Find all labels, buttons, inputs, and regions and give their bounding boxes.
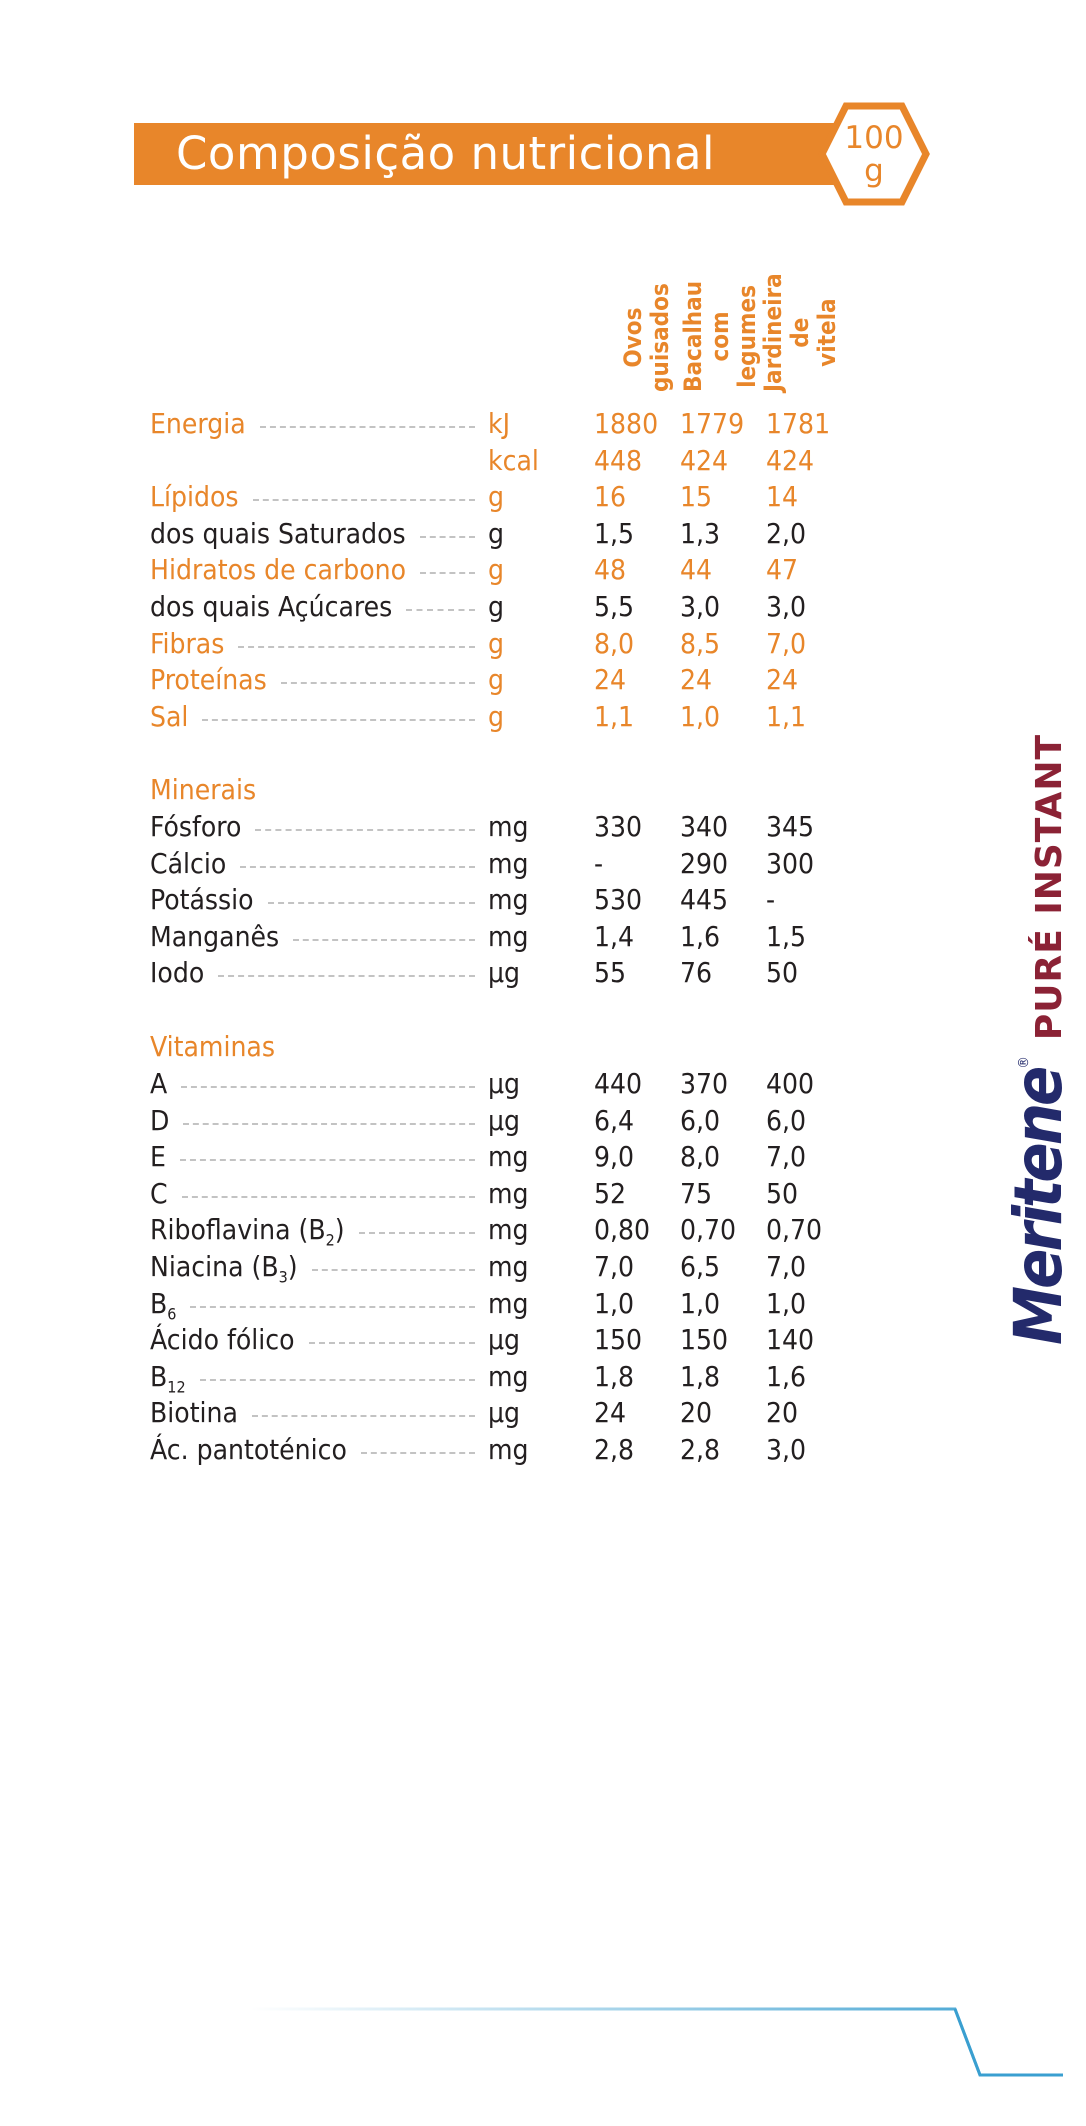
nutrient-label — [150, 1286, 176, 1322]
unit: µg — [488, 1067, 521, 1100]
table-row — [0, 662, 1063, 698]
value-cell: 424 — [680, 444, 729, 477]
leader-dashes — [309, 1342, 475, 1344]
value-cell: 6,0 — [766, 1104, 807, 1137]
value-cell: 1779 — [680, 407, 745, 440]
value-cell: 1,4 — [594, 920, 635, 953]
value-cell: 1,6 — [680, 920, 721, 953]
value-cell: 8,0 — [594, 627, 635, 660]
table-row — [0, 1322, 1063, 1358]
nutrient-label — [150, 662, 267, 698]
nutrient-label-text: Hidratos de carbono — [150, 553, 407, 586]
subscript: 2 — [325, 1230, 335, 1250]
value-cell: 150 — [680, 1323, 729, 1356]
nutrient-label — [150, 882, 254, 918]
table-row — [0, 919, 1063, 955]
table-row — [0, 1395, 1063, 1431]
table-row — [0, 699, 1063, 735]
leader-dashes — [202, 719, 475, 721]
value-cell: 300 — [766, 847, 815, 880]
unit: mg — [488, 1213, 529, 1246]
unit: mg — [488, 920, 529, 953]
value-cell: 20 — [766, 1396, 799, 1429]
value-cell: 448 — [594, 444, 643, 477]
table-row — [0, 1359, 1063, 1395]
leader-dashes — [281, 682, 475, 684]
nutrient-label — [150, 406, 246, 442]
footer-line-decoration — [0, 1985, 1063, 2126]
nutrient-label — [150, 1395, 238, 1431]
nutrient-label-text: dos quais Açúcares — [150, 590, 393, 623]
unit: mg — [488, 810, 529, 843]
table-row — [0, 552, 1063, 588]
nutrient-label-text: Ác. pantoténico — [150, 1433, 347, 1466]
value-cell: 1,1 — [594, 700, 635, 733]
unit: mg — [488, 883, 529, 916]
nutrient-label — [150, 589, 392, 625]
leader-dashes — [255, 829, 475, 831]
value-cell: 50 — [766, 956, 799, 989]
label-suffix: ) — [334, 1213, 345, 1246]
value-cell: 7,0 — [766, 1250, 807, 1283]
section-title — [0, 772, 1063, 808]
table-row — [0, 1176, 1063, 1212]
value-cell: 6,5 — [680, 1250, 721, 1283]
value-cell: - — [594, 847, 604, 880]
value-cell: 445 — [680, 883, 729, 916]
value-cell: 50 — [766, 1177, 799, 1210]
nutrient-label — [150, 1176, 168, 1212]
unit: g — [488, 553, 504, 586]
nutrient-label-text: Niacina (B — [150, 1250, 279, 1283]
leader-dashes — [312, 1269, 475, 1271]
table-row — [0, 809, 1063, 845]
value-cell: 76 — [680, 956, 713, 989]
table-row — [0, 1139, 1063, 1175]
leader-dashes — [218, 975, 475, 977]
nutrient-label-text: Energia — [150, 407, 246, 440]
nutrient-label — [150, 1103, 169, 1139]
nutrient-label-text: B — [150, 1287, 168, 1320]
leader-dashes — [238, 646, 475, 648]
table-row — [0, 443, 1063, 479]
nutrient-label-text: E — [150, 1140, 166, 1173]
value-cell: 530 — [594, 883, 643, 916]
value-cell: 44 — [680, 553, 713, 586]
leader-dashes — [181, 1086, 475, 1088]
nutrient-label-text: Fibras — [150, 627, 225, 660]
value-cell: 24 — [680, 663, 713, 696]
value-cell: 1,0 — [680, 1287, 721, 1320]
value-cell: 8,0 — [680, 1140, 721, 1173]
page-title: Composição nutricional — [176, 127, 716, 180]
nutrient-label-text: A — [150, 1067, 168, 1100]
value-cell: 24 — [594, 663, 627, 696]
table-row — [0, 1212, 1063, 1248]
value-cell: 400 — [766, 1067, 815, 1100]
value-cell: 1,1 — [766, 700, 807, 733]
leader-dashes — [361, 1452, 475, 1454]
value-cell: 48 — [594, 553, 627, 586]
nutrient-label-text: Cálcio — [150, 847, 227, 880]
leader-dashes — [406, 609, 475, 611]
nutrient-label — [150, 1066, 167, 1102]
table-row — [0, 589, 1063, 625]
nutrient-label-text: Manganês — [150, 920, 280, 953]
value-cell: 52 — [594, 1177, 627, 1210]
value-cell: 6,0 — [680, 1104, 721, 1137]
value-cell: 9,0 — [594, 1140, 635, 1173]
nutrient-label — [150, 699, 188, 735]
unit: g — [488, 663, 504, 696]
value-cell: 20 — [680, 1396, 713, 1429]
unit: mg — [488, 1250, 529, 1283]
subscript: 12 — [167, 1377, 186, 1397]
leader-dashes — [268, 902, 475, 904]
nutrient-label-text: Riboflavina (B — [150, 1213, 326, 1246]
nutrient-label — [150, 919, 279, 955]
value-cell: 0,80 — [594, 1213, 651, 1246]
table-row — [0, 406, 1063, 442]
unit: µg — [488, 1104, 521, 1137]
leader-dashes — [420, 572, 475, 574]
column-header: Jardineira de vitela — [759, 273, 841, 392]
table-row — [0, 882, 1063, 918]
nutrient-label-text: dos quais Saturados — [150, 517, 406, 550]
table-row — [0, 626, 1063, 662]
value-cell: 440 — [594, 1067, 643, 1100]
value-cell: 15 — [680, 480, 713, 513]
nutrient-label-text: Iodo — [150, 956, 205, 989]
value-cell: 7,0 — [766, 627, 807, 660]
value-cell: 2,0 — [766, 517, 807, 550]
value-cell: 16 — [594, 480, 627, 513]
unit: mg — [488, 1433, 529, 1466]
unit: g — [488, 517, 504, 550]
nutrient-label — [150, 1139, 166, 1175]
nutrient-label-text: Potássio — [150, 883, 254, 916]
nutrient-label-text: Fósforo — [150, 810, 242, 843]
nutrient-label-text: B — [150, 1360, 168, 1393]
leader-dashes — [200, 1379, 475, 1381]
unit: g — [488, 590, 504, 623]
value-cell: 1781 — [766, 407, 831, 440]
value-cell: 75 — [680, 1177, 713, 1210]
value-cell: 3,0 — [766, 590, 807, 623]
value-cell: 5,5 — [594, 590, 635, 623]
leader-dashes — [183, 1123, 475, 1125]
value-cell: 47 — [766, 553, 799, 586]
value-cell: - — [766, 883, 776, 916]
value-cell: 1,5 — [594, 517, 635, 550]
value-cell: 1,0 — [766, 1287, 807, 1320]
portion-badge: 100 g — [844, 120, 904, 189]
section-title-text: Minerais — [150, 773, 257, 806]
value-cell: 290 — [680, 847, 729, 880]
nutrient-label — [150, 516, 406, 552]
leader-dashes — [240, 866, 475, 868]
value-cell: 330 — [594, 810, 643, 843]
nutrient-label — [150, 846, 226, 882]
value-cell: 55 — [594, 956, 627, 989]
value-cell: 14 — [766, 480, 799, 513]
table-row — [0, 955, 1063, 991]
nutrient-label-text: Sal — [150, 700, 189, 733]
unit: g — [488, 627, 504, 660]
unit: kcal — [488, 444, 539, 477]
nutrient-label — [150, 1249, 298, 1285]
nutrient-label — [150, 1322, 295, 1358]
table-row — [0, 1432, 1063, 1468]
table-row — [0, 846, 1063, 882]
unit: µg — [488, 1396, 521, 1429]
value-cell: 1,0 — [680, 700, 721, 733]
unit: mg — [488, 1360, 529, 1393]
nutrient-label-text: C — [150, 1177, 168, 1210]
section-title-text: Vitaminas — [150, 1030, 275, 1063]
nutrient-label — [150, 809, 241, 845]
value-cell: 1,6 — [766, 1360, 807, 1393]
value-cell: 0,70 — [680, 1213, 737, 1246]
value-cell: 340 — [680, 810, 729, 843]
table-row — [0, 1286, 1063, 1322]
unit: mg — [488, 1140, 529, 1173]
value-cell: 6,4 — [594, 1104, 635, 1137]
subscript: 3 — [278, 1267, 288, 1287]
value-cell: 2,8 — [680, 1433, 721, 1466]
nutrient-label-text: D — [150, 1104, 170, 1137]
leader-dashes — [190, 1306, 475, 1308]
table-row — [0, 516, 1063, 552]
brand-name: Meritene — [1000, 1068, 1077, 1345]
value-cell: 2,8 — [594, 1433, 635, 1466]
unit: mg — [488, 847, 529, 880]
value-cell: 1,0 — [594, 1287, 635, 1320]
brand-logo — [1000, 733, 1077, 1345]
leader-dashes — [252, 1415, 475, 1417]
nutrient-label — [150, 1359, 186, 1395]
unit: mg — [488, 1177, 529, 1210]
nutrient-label — [150, 955, 204, 991]
nutrient-label — [150, 552, 406, 588]
leader-dashes — [293, 939, 475, 941]
unit: g — [488, 480, 504, 513]
value-cell: 24 — [766, 663, 799, 696]
nutrient-label-text: Biotina — [150, 1396, 238, 1429]
value-cell: 370 — [680, 1067, 729, 1100]
unit: mg — [488, 1287, 529, 1320]
nutrient-label-text: Proteínas — [150, 663, 267, 696]
column-header: Ovos guisados — [619, 283, 674, 392]
table-row — [0, 1103, 1063, 1139]
nutrient-label — [150, 626, 224, 662]
value-cell: 8,5 — [680, 627, 721, 660]
table-row — [0, 479, 1063, 515]
value-cell: 1880 — [594, 407, 659, 440]
value-cell: 1,8 — [680, 1360, 721, 1393]
value-cell: 7,0 — [594, 1250, 635, 1283]
unit: µg — [488, 1323, 521, 1356]
value-cell: 140 — [766, 1323, 815, 1356]
nutrient-label — [150, 479, 239, 515]
nutrient-label-text: Ácido fólico — [150, 1323, 295, 1356]
label-suffix: ) — [287, 1250, 298, 1283]
nutrient-label — [150, 1432, 347, 1468]
registered-mark: ® — [1016, 1056, 1032, 1069]
column-header: Bacalhau com legumes — [679, 280, 761, 392]
leader-dashes — [260, 426, 475, 428]
section-title — [0, 1029, 1063, 1065]
value-cell: 345 — [766, 810, 815, 843]
value-cell: 7,0 — [766, 1140, 807, 1173]
value-cell: 0,70 — [766, 1213, 823, 1246]
value-cell: 3,0 — [766, 1433, 807, 1466]
unit: µg — [488, 956, 521, 989]
table-row — [0, 1249, 1063, 1285]
leader-dashes — [420, 536, 475, 538]
value-cell: 1,5 — [766, 920, 807, 953]
table-row — [0, 1066, 1063, 1102]
nutrient-label-text: Lípidos — [150, 480, 239, 513]
value-cell: 1,3 — [680, 517, 721, 550]
leader-dashes — [253, 499, 475, 501]
value-cell: 3,0 — [680, 590, 721, 623]
product-name: PURÉ INSTANT — [1029, 733, 1070, 1041]
value-cell: 24 — [594, 1396, 627, 1429]
leader-dashes — [182, 1196, 475, 1198]
nutrient-label — [150, 1212, 345, 1248]
unit: kJ — [488, 407, 511, 440]
value-cell: 150 — [594, 1323, 643, 1356]
unit: g — [488, 700, 504, 733]
value-cell: 424 — [766, 444, 815, 477]
value-cell: 1,8 — [594, 1360, 635, 1393]
leader-dashes — [180, 1159, 475, 1161]
leader-dashes — [359, 1232, 475, 1234]
subscript: 6 — [167, 1304, 177, 1324]
